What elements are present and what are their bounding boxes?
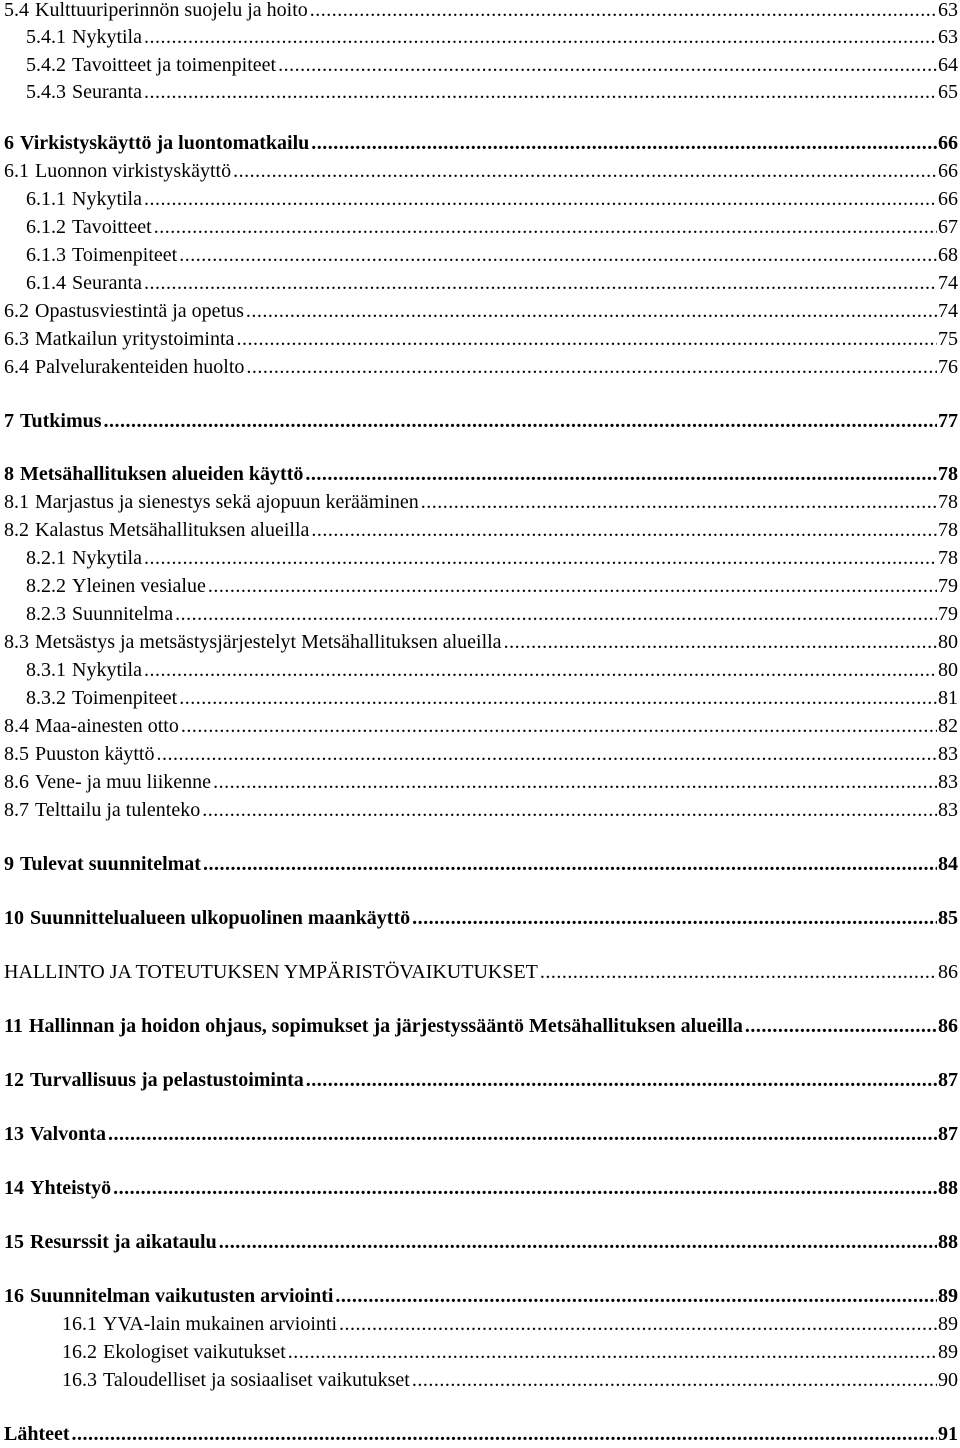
toc-entry-number: 8.3.1 bbox=[26, 659, 66, 681]
toc-entry-number: 8.2 bbox=[4, 519, 29, 541]
toc-entry-page: 86 bbox=[938, 1015, 958, 1037]
leader-dots bbox=[278, 51, 937, 79]
toc-entry[interactable] bbox=[62, 1310, 960, 1338]
toc-entry[interactable] bbox=[62, 1338, 960, 1366]
toc-entry[interactable] bbox=[4, 353, 960, 381]
toc-entry[interactable] bbox=[4, 1228, 960, 1256]
leader-dots bbox=[335, 1282, 937, 1310]
leader-dots bbox=[311, 516, 937, 544]
toc-entry-number: 8.2.3 bbox=[26, 603, 66, 625]
toc-entry-page: 66 bbox=[938, 160, 958, 182]
toc-entry[interactable] bbox=[4, 129, 960, 157]
toc-entry-title: Nykytila bbox=[72, 659, 142, 681]
toc-entry-title: Suunnitelman vaikutusten arviointi bbox=[30, 1285, 334, 1307]
toc-entry-title: Turvallisuus ja pelastustoiminta bbox=[30, 1069, 304, 1091]
toc-entry-title: Hallinnan ja hoidon ohjaus, sopimukset ja järjestyssääntö Metsähallituksen alueilla bbox=[28, 1015, 743, 1037]
toc-entry[interactable] bbox=[4, 325, 960, 353]
toc-entry-page: 74 bbox=[938, 300, 958, 322]
leader-dots bbox=[181, 712, 937, 740]
toc-entry-title: Palvelurakenteiden huolto bbox=[35, 356, 245, 378]
toc-entry-title: Valvonta bbox=[30, 1123, 106, 1145]
toc-entry-title: Tulevat suunnitelmat bbox=[20, 853, 201, 875]
toc-entry-number: 5.4.2 bbox=[26, 54, 66, 76]
toc-entry-title: Tavoitteet ja toimenpiteet bbox=[72, 54, 277, 76]
toc-entry-number: 15 bbox=[4, 1231, 24, 1253]
leader-dots bbox=[179, 684, 937, 712]
toc-entry[interactable] bbox=[26, 241, 960, 269]
toc-entry-title: Lähteet bbox=[4, 1423, 70, 1445]
toc-entry-number: 8.7 bbox=[4, 799, 29, 821]
toc-entry[interactable] bbox=[4, 1120, 960, 1148]
leader-dots bbox=[288, 1338, 937, 1366]
leader-dots bbox=[306, 1066, 937, 1094]
toc-entry-page: 86 bbox=[938, 961, 958, 983]
toc-entry-number: 10 bbox=[4, 907, 24, 929]
toc-entry-title: Taloudelliset ja sosiaaliset vaikutukset bbox=[103, 1369, 410, 1391]
toc-entry[interactable] bbox=[4, 1174, 960, 1202]
toc-entry-page: 82 bbox=[938, 715, 958, 737]
toc-entry[interactable] bbox=[26, 51, 960, 79]
toc-entry-page: 84 bbox=[938, 853, 958, 875]
leader-dots bbox=[233, 157, 937, 185]
leader-dots bbox=[144, 78, 937, 106]
toc-entry-number: 6 bbox=[4, 132, 14, 154]
leader-dots bbox=[144, 23, 937, 51]
leader-dots bbox=[310, 0, 937, 24]
toc-entry-page: 83 bbox=[938, 771, 958, 793]
leader-dots bbox=[179, 241, 937, 269]
toc-entry-number: 16 bbox=[4, 1285, 24, 1307]
leader-dots bbox=[412, 1366, 937, 1394]
toc-entry[interactable] bbox=[26, 600, 960, 628]
toc-entry-page: 76 bbox=[938, 356, 958, 378]
leader-dots bbox=[144, 185, 937, 213]
toc-entry-page: 78 bbox=[938, 491, 958, 513]
toc-entry-title: Maa-ainesten otto bbox=[35, 715, 179, 737]
toc-entry-number: 6.1.3 bbox=[26, 244, 66, 266]
toc-entry-title: Seuranta bbox=[72, 272, 142, 294]
toc-entry[interactable] bbox=[4, 1420, 960, 1448]
toc-entry[interactable] bbox=[26, 544, 960, 572]
toc-entry[interactable] bbox=[4, 460, 960, 488]
toc-entry-page: 65 bbox=[938, 81, 958, 103]
leader-dots bbox=[175, 600, 937, 628]
toc-entry[interactable] bbox=[4, 0, 960, 24]
toc-entry-title: Suunnittelualueen ulkopuolinen maankäyttö bbox=[30, 907, 411, 929]
leader-dots bbox=[104, 407, 937, 435]
toc-entry[interactable] bbox=[4, 740, 960, 768]
toc-entry[interactable] bbox=[62, 1366, 960, 1394]
toc-entry-page: 67 bbox=[938, 216, 958, 238]
leader-dots bbox=[339, 1310, 937, 1338]
toc-entry-number: 9 bbox=[4, 853, 14, 875]
leader-dots bbox=[72, 1420, 937, 1448]
toc-entry-number: 16.1 bbox=[62, 1313, 97, 1335]
toc-entry-number: 5.4.1 bbox=[26, 26, 66, 48]
toc-entry[interactable] bbox=[26, 185, 960, 213]
toc-entry-page: 63 bbox=[938, 0, 958, 21]
toc-entry-title: Seuranta bbox=[72, 81, 142, 103]
toc-entry-number: 11 bbox=[4, 1015, 23, 1037]
toc-entry-title: Tavoitteet bbox=[72, 216, 152, 238]
leader-dots bbox=[311, 129, 937, 157]
toc-entry-page: 90 bbox=[938, 1369, 958, 1391]
toc-entry-page: 68 bbox=[938, 244, 958, 266]
toc-entry-number: 14 bbox=[4, 1177, 24, 1199]
toc-entry-title: HALLINTO JA TOTEUTUKSEN YMPÄRISTÖVAIKUTUKSET bbox=[4, 961, 538, 983]
leader-dots bbox=[203, 850, 937, 878]
toc-entry-number: 8.3.2 bbox=[26, 687, 66, 709]
leader-dots bbox=[540, 958, 937, 986]
toc-entry-number: 8.1 bbox=[4, 491, 29, 513]
toc-entry-title: Luonnon virkistyskäyttö bbox=[35, 160, 232, 182]
toc-entry-title: Metsästys ja metsästysjärjestelyt Metsähallituksen alueilla bbox=[35, 631, 502, 653]
leader-dots bbox=[421, 488, 937, 516]
toc-entry-title: Marjastus ja sienestys sekä ajopuun kerääminen bbox=[35, 491, 419, 513]
toc-entry-title: Virkistyskäyttö ja luontomatkailu bbox=[20, 132, 310, 154]
leader-dots bbox=[144, 269, 937, 297]
toc-entry-title: Kulttuuriperinnön suojelu ja hoito bbox=[35, 0, 308, 21]
toc-entry-title: Resurssit ja aikataulu bbox=[30, 1231, 217, 1253]
toc-entry[interactable] bbox=[4, 1012, 960, 1040]
leader-dots bbox=[246, 353, 937, 381]
toc-entry-page: 63 bbox=[938, 26, 958, 48]
leader-dots bbox=[144, 656, 937, 684]
toc-entry-page: 87 bbox=[938, 1069, 958, 1091]
toc-entry[interactable] bbox=[4, 407, 960, 435]
toc-entry-number: 6.4 bbox=[4, 356, 29, 378]
toc-entry[interactable] bbox=[26, 684, 960, 712]
toc-entry-page: 79 bbox=[938, 603, 958, 625]
leader-dots bbox=[236, 325, 937, 353]
toc-entry-title: Yleinen vesialue bbox=[72, 575, 206, 597]
leader-dots bbox=[219, 1228, 937, 1256]
toc-entry[interactable] bbox=[4, 297, 960, 325]
toc-entry[interactable] bbox=[26, 78, 960, 106]
toc-entry-page: 78 bbox=[938, 547, 958, 569]
toc-entry-page: 75 bbox=[938, 328, 958, 350]
toc-entry[interactable] bbox=[4, 516, 960, 544]
toc-entry[interactable] bbox=[4, 157, 960, 185]
toc-entry-title: Tutkimus bbox=[20, 410, 102, 432]
leader-dots bbox=[108, 1120, 937, 1148]
toc-entry-number: 6.3 bbox=[4, 328, 29, 350]
toc-entry-page: 89 bbox=[938, 1341, 958, 1363]
toc-entry-page: 91 bbox=[938, 1423, 958, 1445]
leader-dots bbox=[144, 544, 937, 572]
toc-entry-title: Opastusviestintä ja opetus bbox=[35, 300, 244, 322]
toc-entry-number: 7 bbox=[4, 410, 14, 432]
toc-entry-page: 78 bbox=[938, 519, 958, 541]
toc-entry[interactable] bbox=[4, 958, 960, 986]
toc-entry-title: YVA-lain mukainen arviointi bbox=[103, 1313, 338, 1335]
toc-entry-number: 13 bbox=[4, 1123, 24, 1145]
toc-entry-number: 6.1.4 bbox=[26, 272, 66, 294]
toc-entry[interactable] bbox=[26, 23, 960, 51]
toc-entry-page: 88 bbox=[938, 1177, 958, 1199]
toc-entry[interactable] bbox=[26, 656, 960, 684]
toc-entry-page: 89 bbox=[938, 1313, 958, 1335]
toc-entry-page: 89 bbox=[938, 1285, 958, 1307]
toc-entry[interactable] bbox=[4, 904, 960, 932]
toc-entry-title: Nykytila bbox=[72, 26, 142, 48]
toc-entry-number: 8.4 bbox=[4, 715, 29, 737]
toc-entry-page: 74 bbox=[938, 272, 958, 294]
toc-entry-number: 8.3 bbox=[4, 631, 29, 653]
toc-entry-title: Matkailun yritystoiminta bbox=[35, 328, 235, 350]
toc-entry-title: Toimenpiteet bbox=[72, 244, 178, 266]
toc-entry-number: 16.3 bbox=[62, 1369, 97, 1391]
toc-entry-title: Nykytila bbox=[72, 547, 142, 569]
toc-entry-number: 5.4.3 bbox=[26, 81, 66, 103]
toc-entry[interactable] bbox=[26, 572, 960, 600]
leader-dots bbox=[208, 572, 937, 600]
toc-entry-page: 83 bbox=[938, 743, 958, 765]
toc-entry[interactable] bbox=[4, 768, 960, 796]
toc-entry-page: 85 bbox=[938, 907, 958, 929]
toc-entry-number: 8.2.1 bbox=[26, 547, 66, 569]
toc-entry-number: 6.1 bbox=[4, 160, 29, 182]
toc-entry-title: Suunnitelma bbox=[72, 603, 174, 625]
toc-entry-number: 6.2 bbox=[4, 300, 29, 322]
toc-entry-number: 6.1.1 bbox=[26, 188, 66, 210]
toc-entry-page: 66 bbox=[938, 132, 958, 154]
toc-entry-title: Ekologiset vaikutukset bbox=[103, 1341, 286, 1363]
toc-entry-page: 80 bbox=[938, 631, 958, 653]
toc-entry-title: Kalastus Metsähallituksen alueilla bbox=[35, 519, 310, 541]
leader-dots bbox=[745, 1012, 937, 1040]
toc-entry-title: Nykytila bbox=[72, 188, 142, 210]
toc-entry[interactable] bbox=[4, 628, 960, 656]
toc-entry-page: 83 bbox=[938, 799, 958, 821]
toc-entry-page: 78 bbox=[938, 463, 958, 485]
leader-dots bbox=[202, 796, 937, 824]
toc-entry-page: 77 bbox=[938, 410, 958, 432]
toc-entry-title: Puuston käyttö bbox=[35, 743, 155, 765]
toc-entry-title: Telttailu ja tulenteko bbox=[35, 799, 201, 821]
leader-dots bbox=[154, 213, 937, 241]
toc-entry[interactable] bbox=[4, 1282, 960, 1310]
leader-dots bbox=[305, 460, 937, 488]
leader-dots bbox=[156, 740, 937, 768]
toc-entry-number: 8.5 bbox=[4, 743, 29, 765]
toc-entry-title: Metsähallituksen alueiden käyttö bbox=[20, 463, 304, 485]
toc-entry-title: Toimenpiteet bbox=[72, 687, 178, 709]
toc-entry-number: 16.2 bbox=[62, 1341, 97, 1363]
toc-entry[interactable] bbox=[4, 850, 960, 878]
leader-dots bbox=[246, 297, 937, 325]
toc-entry-number: 6.1.2 bbox=[26, 216, 66, 238]
toc-entry[interactable] bbox=[4, 488, 960, 516]
toc-entry-number: 5.4 bbox=[4, 0, 29, 21]
toc-entry[interactable] bbox=[4, 1066, 960, 1094]
leader-dots bbox=[113, 1174, 937, 1202]
toc-entry-number: 8 bbox=[4, 463, 14, 485]
toc-entry[interactable] bbox=[26, 269, 960, 297]
leader-dots bbox=[213, 768, 937, 796]
toc-entry-page: 81 bbox=[938, 687, 958, 709]
toc-entry-page: 64 bbox=[938, 54, 958, 76]
toc-entry[interactable] bbox=[4, 712, 960, 740]
toc-entry[interactable] bbox=[26, 213, 960, 241]
toc-entry-number: 8.2.2 bbox=[26, 575, 66, 597]
toc-entry[interactable] bbox=[4, 796, 960, 824]
toc-entry-page: 87 bbox=[938, 1123, 958, 1145]
toc-entry-number: 8.6 bbox=[4, 771, 29, 793]
toc-entry-page: 80 bbox=[938, 659, 958, 681]
toc-entry-number: 12 bbox=[4, 1069, 24, 1091]
toc-entry-title: Yhteistyö bbox=[30, 1177, 112, 1199]
leader-dots bbox=[412, 904, 937, 932]
toc-entry-page: 88 bbox=[938, 1231, 958, 1253]
toc-entry-title: Vene- ja muu liikenne bbox=[35, 771, 212, 793]
toc-entry-page: 66 bbox=[938, 188, 958, 210]
toc-entry-page: 79 bbox=[938, 575, 958, 597]
leader-dots bbox=[504, 628, 937, 656]
